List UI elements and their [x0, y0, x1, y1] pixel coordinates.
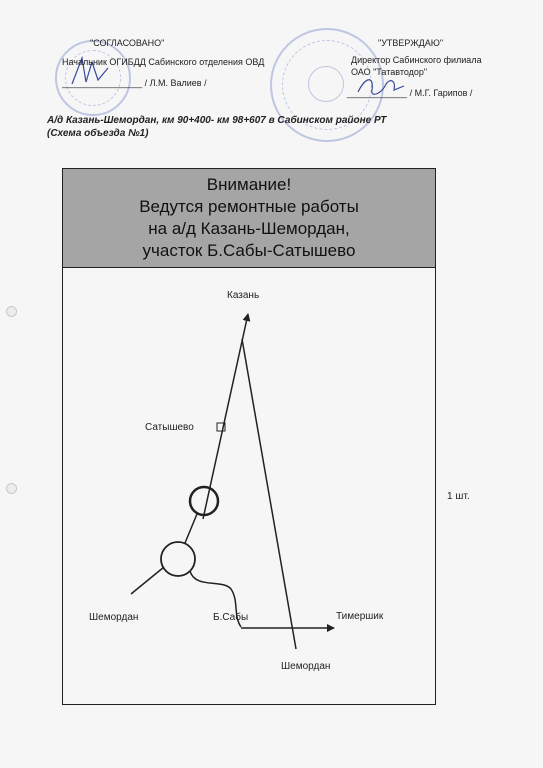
- detour-scheme-frame: [62, 168, 436, 705]
- lower-roundabout: [161, 542, 195, 576]
- document-title: А/д Казань-Шемордан, км 90+400- км 98+607 в Сабинском районе РТ: [47, 115, 387, 126]
- approved-heading: "УТВЕРЖДАЮ": [378, 38, 444, 48]
- agreed-position: Начальник ОГИБДД Сабинского отделения ОВД: [62, 57, 265, 67]
- road-to-shemordan-left: [131, 567, 164, 594]
- document-subtitle: (Схема объезда №1): [47, 128, 149, 139]
- approved-signature-line: ____________ / М.Г. Гарипов /: [347, 88, 473, 98]
- road-to-shemordan-bottom: [242, 339, 296, 649]
- banner-line-4: участок Б.Сабы-Сатышево: [142, 241, 356, 260]
- copies-count: 1 шт.: [447, 491, 470, 502]
- label-satyshevo: Сатышево: [145, 422, 194, 433]
- roundabout-link: [185, 514, 197, 543]
- punch-hole-bottom: [6, 483, 17, 494]
- label-bsaby: Б.Сабы: [213, 612, 249, 623]
- upper-roundabout: [190, 487, 218, 515]
- banner-line-1: Внимание!: [206, 175, 292, 194]
- banner-line-2: Ведутся ремонтные работы: [139, 197, 359, 216]
- agreed-heading: "СОГЛАСОВАНО": [90, 38, 165, 48]
- agreed-signature-line: ________________ / Л.М. Валиев /: [62, 78, 207, 88]
- label-shemordan-left: Шемордан: [89, 612, 139, 623]
- approved-position-2: ОАО "Татавтодор": [351, 67, 428, 77]
- label-kazan: Казань: [227, 290, 260, 301]
- label-timershik: Тимершик: [336, 611, 384, 622]
- label-shemordan-bottom: Шемордан: [281, 661, 331, 672]
- approved-position-1: Директор Сабинского филиала: [351, 55, 482, 65]
- punch-hole-top: [6, 306, 17, 317]
- banner-line-3: на а/д Казань-Шемордан,: [148, 219, 350, 238]
